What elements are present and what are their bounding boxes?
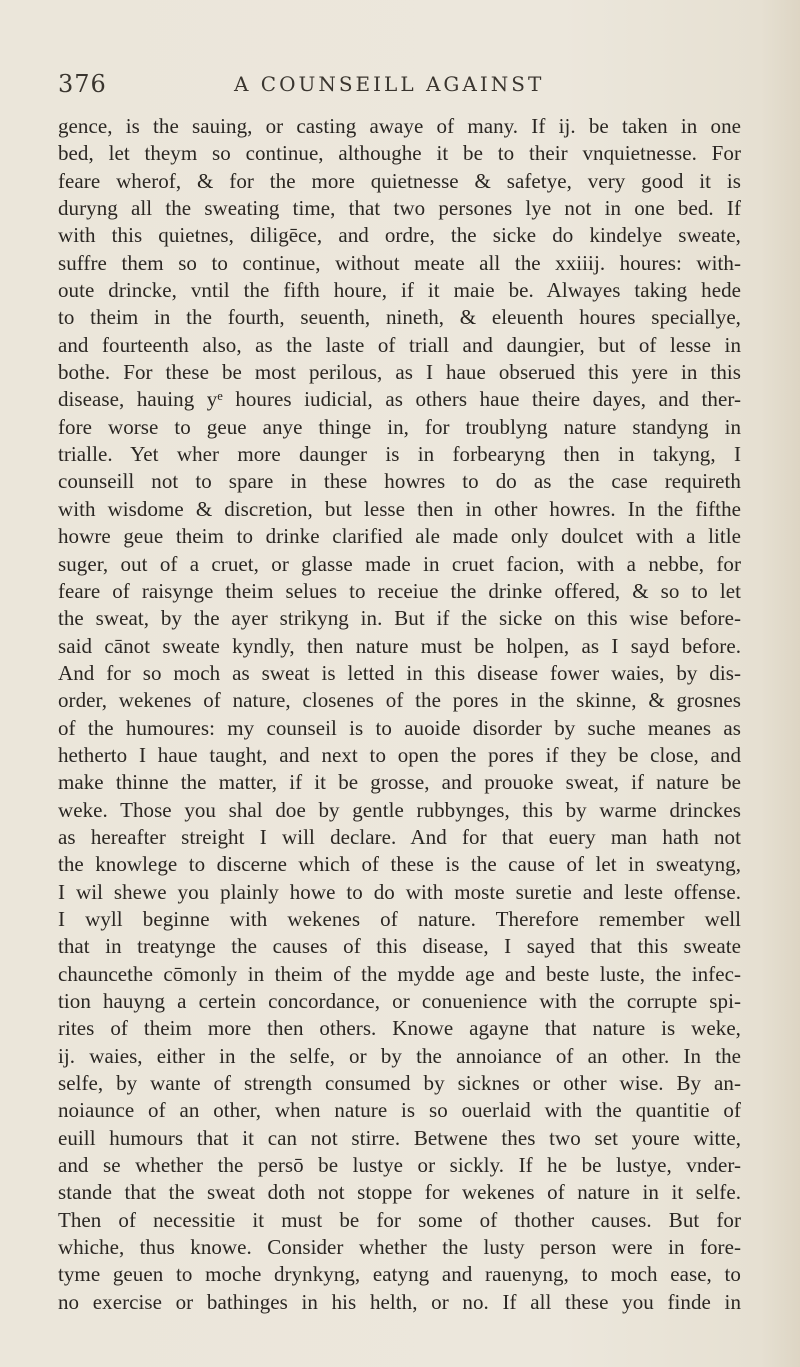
text-line: the sweat, by the ayer strikyng in. But if the sicke on this wise before-	[58, 606, 741, 631]
text-line: weke. Those you shal doe by gentle rubbynges, this by warme drinckes	[58, 797, 741, 822]
text-line: whiche, thus knowe. Consider whether the lusty person were in fore-	[58, 1235, 741, 1260]
text-line: selfe, by wante of strength consumed by sicknes or other wise. By an-	[58, 1071, 741, 1096]
text-line: disease, hauing yᵉ houres iudicial, as others haue theire dayes, and ther-	[58, 387, 741, 412]
text-line: bothe. For these be most perilous, as I haue obserued this yere in this	[58, 360, 741, 385]
text-line: and fourteenth also, as the laste of triall and daungier, but of lesse in	[58, 332, 741, 357]
body-text	[58, 113, 741, 1316]
text-line: of the humoures: my counseil is to auoide disorder by suche meanes as	[58, 715, 741, 740]
text-line: to theim in the fourth, seuenth, nineth, & eleuenth houres speciallye,	[58, 305, 741, 330]
text-line: trialle. Yet wher more daunger is in forbearyng then in takyng, I	[58, 442, 741, 467]
text-line: oute drincke, vntil the fifth houre, if it maie be. Alwayes taking hede	[58, 278, 741, 303]
text-line: hetherto I haue taught, and next to open the pores if they be close, and	[58, 742, 741, 767]
text-line: fore worse to geue anye thinge in, for troublyng nature standyng in	[58, 414, 741, 439]
text-line: as hereafter streight I will declare. And for that euery man hath not	[58, 824, 741, 849]
text-line: and se whether the persō be lustye or sickly. If he be lustye, vnder-	[58, 1153, 741, 1178]
text-line: howre geue theim to drinke clarified ale made only doulcet with a litle	[58, 524, 741, 549]
text-line: tion hauyng a certein concordance, or conuenience with the corrupte spi-	[58, 989, 741, 1013]
text-line: feare of raisynge theim selues to receiue the drinke offered, & so to let	[58, 578, 741, 603]
text-line: And for so moch as sweat is letted in this disease fower waies, by dis-	[58, 660, 741, 685]
text-line: noiaunce of an other, when nature is so ouerlaid with the quantitie of	[58, 1098, 741, 1123]
text-line: I wyll beginne with wekenes of nature. Therefore remember well	[58, 906, 741, 931]
text-line: the knowlege to discerne which of these is the cause of let in sweatyng,	[58, 852, 741, 877]
page-number: 376	[58, 70, 107, 98]
text-line: stande that the sweat doth not stoppe for wekenes of nature in it selfe.	[58, 1180, 741, 1205]
text-line: rites of theim more then others. Knowe agayne that nature is weke,	[58, 1016, 741, 1041]
text-line: gence, is the sauing, or casting awaye of many. If ij. be taken in one	[58, 114, 741, 138]
text-line: duryng all the sweating time, that two persones lye not in one bed. If	[58, 196, 741, 221]
text-line: tyme geuen to moche drynkyng, eatyng and rauenyng, to moch ease, to	[58, 1262, 741, 1287]
text-line: make thinne the matter, if it be grosse, and prouoke sweat, if nature be	[58, 770, 741, 795]
text-line: suffre them so to continue, without meate all the xxiiij. houres: with-	[58, 250, 741, 275]
text-line: counseill not to spare in these howres to do as the case requireth	[58, 469, 741, 494]
text-line: with this quietnes, diligēce, and ordre, the sicke do kindelye sweate,	[58, 223, 741, 248]
text-line: said cānot sweate kyndly, then nature must be holpen, as I sayd before.	[58, 633, 741, 658]
text-line: with wisdome & discretion, but lesse then in other howres. In the fifthe	[58, 496, 741, 521]
text-line: no exercise or bathinges in his helth, or no. If all these you finde in	[58, 1289, 741, 1314]
text-line: bed, let theym so continue, althoughe it be to their vnquietnesse. For	[58, 141, 741, 166]
text-line: that in treatynge the causes of this disease, I sayed that this sweate	[58, 934, 741, 959]
text-line: Then of necessitie it must be for some of thother causes. But for	[58, 1207, 741, 1232]
running-head: A COUNSEILL AGAINST	[234, 72, 545, 96]
text-line: feare wherof, & for the more quietnesse & safetye, very good it is	[58, 168, 741, 193]
text-line: euill humours that it can not stirre. Betwene thes two set youre witte,	[58, 1125, 741, 1150]
text-line: suger, out of a cruet, or glasse made in cruet facion, with a nebbe, for	[58, 551, 741, 576]
text-line: ij. waies, either in the selfe, or by the annoiance of an other. In the	[58, 1043, 741, 1068]
text-line: chauncethe cōmonly in theim of the mydde age and beste luste, the infec-	[58, 961, 741, 986]
page-header	[58, 70, 760, 96]
text-line: I wil shewe you plainly howe to do with moste suretie and leste offense.	[58, 879, 741, 904]
text-line: order, wekenes of nature, closenes of the pores in the skinne, & grosnes	[58, 688, 741, 713]
